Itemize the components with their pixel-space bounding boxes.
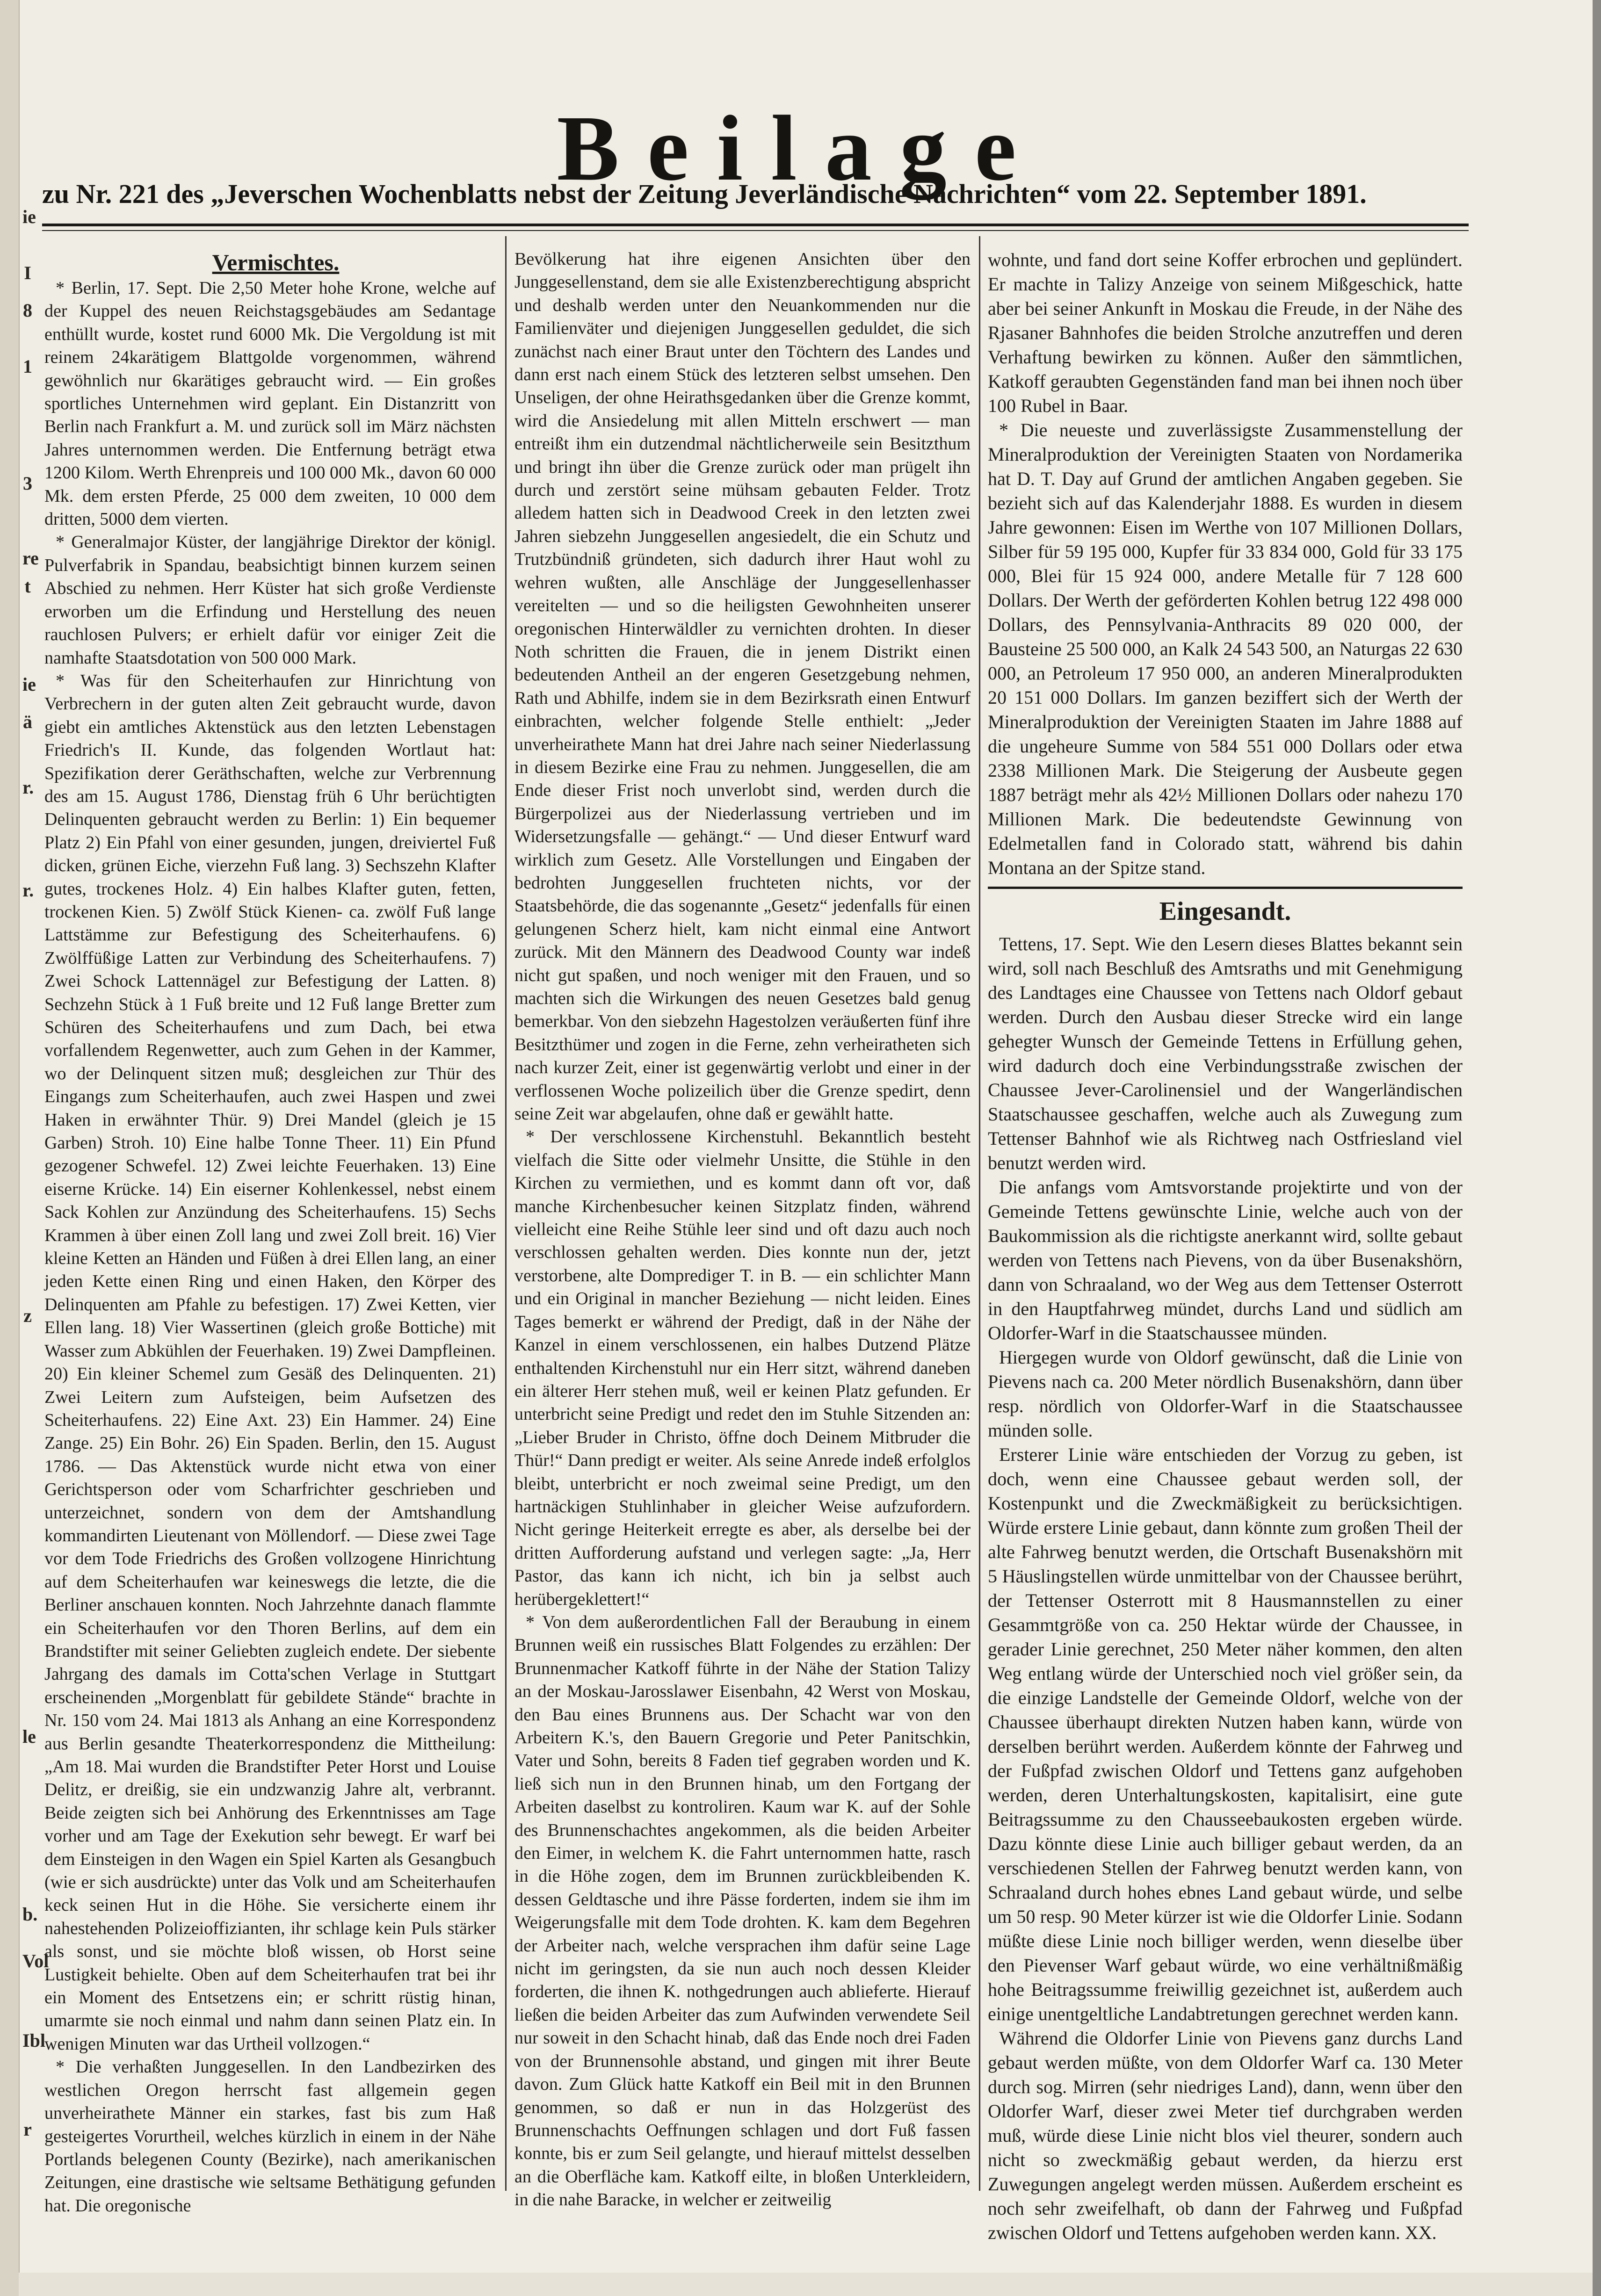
margin-fragment: 1 <box>23 356 32 377</box>
header-rule-thin <box>42 230 1469 231</box>
margin-fragment: I <box>24 262 31 283</box>
margin-fragment: re <box>22 548 39 569</box>
issue-subheading: zu Nr. 221 des „Jeverschen Wochenblatts nebst der Zeitung Jeverländische Nachrichten“ vom 22. September 1891. <box>42 179 1367 209</box>
article-tettens: Tettens, 17. Sept. Wie den Lesern dieses Blattes bekannt sein wird, soll nach Beschluß des Amtsraths und mit Genehmigung des Landtages eine Chaussee von Tettens nach Oldorf gebaut werden. Durch den Ausbau dieser Strecke wird ein lange gehegter Wunsch der Gemeinde Tettens in Erfüllung gehen, wird dadurch doch eine Verbindungsstraße zwischen der Chaussee Jever-Carolinensiel und der Wangerländischen Staatschaussee geschaffen, welche auch als Zuwegung zum Tettenser Bahnhof wie als Richtweg nach Ostfriesland viel benutzt werden wird. <box>988 933 1463 1173</box>
margin-fragment: ie <box>22 674 36 695</box>
column-divider <box>979 236 980 2191</box>
margin-fragment: le <box>22 1726 36 1747</box>
adjacent-page-strip <box>0 0 20 2296</box>
margin-fragment: r <box>23 2119 32 2140</box>
margin-fragment: r. <box>22 777 34 798</box>
column-2 <box>514 248 971 2212</box>
article-berlin: * Berlin, 17. Sept. Die 2,50 Meter hohe Krone, welche auf der Kuppel des neuen Reichstagsgebäudes am Sedantage enthüllt wurde, kostet rund 6000 Mk. Die Vergoldung ist mit reinem 24karätigem Blattgolde vorgenommen, während gewöhnlich nur 6karätiges gebraucht wird. — Ein großes sportliches Unternehmen wird geplant. Ein Distanzritt von Berlin nach Frankfurt a. M. und zurück soll im März nächsten Jahres unternommen werden. Die Entfernung beträgt etwa 1200 Kilom. Werth Ehrenpreis und 100 000 Mk., davon 60 000 Mk. dem ersten Pferde, 25 000 dem zweiten, 10 000 dem dritten, 5000 dem vierten. <box>44 278 496 529</box>
margin-fragment: 8 <box>23 300 32 321</box>
column-3 <box>988 248 1463 2245</box>
article-brunnen: * Von dem außerordentlichen Fall der Beraubung in einem Brunnen weiß ein russisches Blatt Folgendes zu erzählen: Der Brunnenmacher Katkoff führte in der Nähe der Station Talizy an der Moskau-Jarosslawer Eisenbahn, 42 Werst von Moskau, den Bau eines Brunnens aus. Der Schacht war von den Arbeitern K.'s, den Bauern Gregorie und Peter Panitschkin, Vater und Sohn, bereits 8 Faden tief gegraben worden und K. ließ sich nun in den Brunnen hinab, um den Fortgang der Arbeiten daselbst zu kontroliren. Kaum war K. auf der Sohle des Brunnenschachtes angekommen, als die beiden Arbeiter den Eimer, in welchem K. die Fahrt unternommen hatte, rasch in die Höhe zogen, dem im Brunnen zurückbleibenden K. dessen Geldtasche und ihre Pässe forderten, indem sie ihm im Weigerungsfalle mit dem Tode drohten. K. kam dem Begehren der Arbeiter nach, welche versprachen ihm dafür seine Lage nicht im geringsten, da sie nun auch noch dessen Kleider forderten, die ihnen K. nothgedrungen auch ablieferte. Hierauf ließen die beiden Arbeiter das zum Aufwinden verwendete Seil nur soweit in den Schacht hinab, daß das Ende noch drei Faden von der Brunnensohle abstand, und gingen mit ihrer Beute davon. Zum Glück hatte Katkoff ein Beil mit in den Brunnen genommen, so daß er nun in das Holzgerüst des Brunnenschachts Oeffnungen schlagen und dort Fuß fassen konnte, bis er zum Seil gelangte, und hierauf mittelst desselben an die Oberfläche kam. Katkoff eilte, in bloßen Unterkleidern, in die nahe Baracke, in welcher er zeitweilig <box>514 1612 971 2210</box>
margin-fragment: Vol <box>22 1950 49 1971</box>
article-mineralproduktion: * Die neueste und zuverlässigste Zusammenstellung der Mineralproduktion der Vereinigten Staaten von Nordamerika hat D. T. Day auf Grund der amtlichen Angaben gegeben. Sie bezieht sich auf das Kalenderjahr 1888. Es wurden in diesem Jahre gewonnen: Eisen im Werthe von 107 Millionen Dollars, Silber für 59 195 000, Kupfer für 33 834 000, Gold für 33 175 000, Blei für 15 924 000, andere Metalle für 7 128 600 Dollars. Der Werth der geförderten Kohlen betrug 122 498 000 Dollars, des Pennsylvania-Anthracits 89 020 000, der Bausteine 25 500 000, an Kalk 24 543 500, an Naturgas 22 630 000, an Petroleum 17 950 000, an anderen Mineralprodukten 20 151 000 Dollars. Im ganzen beziffert sich der Werth der Mineralproduktion der Vereinigten Staaten im Jahre 1888 auf die ungeheure Summe von 584 551 000 Dollars oder etwa 2338 Millionen Mark. Die Steigerung der Ausbeute gegen 1887 beträgt mehr als 42½ Millionen Dollars oder nahezu 170 Millionen Mark. Die bedeutendste Gewinnung von Edelmetallen fand in Colorado statt, während bis dahin Montana an der Spitze stand. <box>988 419 1463 878</box>
article-kirchenstuhl: * Der verschlossene Kirchenstuhl. Bekanntlich besteht vielfach die Sitte oder vielmehr Unsitte, die Stühle in den Kirchen zu vermiethen, und es kommt dann oft vor, daß manche Kirchenbesucher keinen Sitzplatz finden, während vielleicht eine Reihe Stühle leer sind und oft dazu auch noch verschlossen gehalten werden. Dies konnte nun der, jetzt verstorbene, alte Domprediger T. in B. — ein schlichter Mann und ein Original in mancher Beziehung — nicht leiden. Eines Tages bemerkt er während der Predigt, daß in der Nähe der Kanzel in einem verschlossenen, ein halbes Dutzend Plätze enthaltenden Kirchenstuhl nur ein Herr sitzt, während daneben ein älterer Herr stehen muß, weil er keinen Platz gefunden. Er unterbricht seine Predigt und redet den im Stuhle Sitzenden an: „Lieber Bruder in Christo, öffne doch Deinem Mitbruder die Thür!“ Dann predigt er weiter. Als seine Anrede indeß erfolglos bleibt, unterbricht er noch zweimal seine Predigt, um den hartnäckigen Stuhlinhaber in gleicher Weise aufzufordern. Nicht geringe Heiterkeit erregte es aber, als derselbe bei der dritten Aufforderung aufstand und verlegen sagte: „Ja, Herr Pastor, das kann ich nicht, ich bin ja selbst auch herübergeklettert!“ <box>514 1127 971 1609</box>
margin-fragment: r. <box>22 880 34 901</box>
margin-fragment: ie <box>22 206 36 227</box>
margin-fragment: t <box>24 576 31 597</box>
article-junggesellen-cont: Bevölkerung hat ihre eigenen Ansichten über den Junggesellenstand, dem sie alle Existenzberechtigung abspricht und deshalb werden unter den Neuankommenden nur die Familienväter und diejenigen Junggesellen geduldet, die sich zunächst nach einer Braut unter den Töchtern des Landes und dann erst nach einem Stück des letzteren selbst umsehen. Den Unseligen, der ohne Heirathsgedanken über die Grenze kommt, wird die Ansiedelung mit allen Mitteln erschwert — man entreißt ihm ein dutzendmal nächtlicherweile sein Besitzthum und bringt ihn über die Grenze zurück oder man prügelt ihn durch und zerstört seine mühsam gebauten Felder. Trotz alledem hatten sich in Deadwood Creek in den letzten zwei Jahren siebzehn Junggesellen angesiedelt, die ein Schutz und Trutzbündniß gründeten, sich dadurch ihrer Haut wohl zu wehren wußten, alle Anschläge der Junggesellenhasser vereitelten — und so die heiligsten Gewohnheiten unserer oregonischen Hinterwäldler zu vernichten drohten. In dieser Noth schritten die Frauen, die in jenem Distrikt einen bedeutenden Antheil an der engeren Gesetzgebung nehmen, Rath und Abhilfe, indem sie in dem Bezirksrath einen Entwurf einbrachten, welcher folgende Stelle enthielt: „Jeder unverheirathete Mann hat drei Jahre nach seiner Niederlassung in diesem Bezirke eine Frau zu nehmen. Junggesellen, die am Ende dieser Frist noch unverlobt sind, werden durch die Bürgerpolizei aus der Niederlassung vertrieben und im Widersetzungsfalle — gehängt.“ — Und dieser Entwurf ward wirklich zum Gesetz. Alle Vorstellungen und Eingaben der bedrohten Junggesellen fruchteten nichts, vor der Staatsbehörde, die das sogenannte „Gesetz“ jedenfalls für einen gelungenen Scherz hielt, kam nicht einmal eine Antwort zurück. Mit den Männern des Deadwood County war indeß nicht gut spaßen, und noch weniger mit den Frauen, und so machten sich die Wirkungen des neuen Gesetzes bald genug bemerkbar. Von den siebzehn Hagestolzen veräußerten fünf ihre Besitzthümer und zogen in die Ferne, zehn verheiratheten sich nach kurzer Zeit, einer ist gegenwärtig verlobt und einer in der verflossenen Woche polizeilich über die Grenze spedirt, denn seine Zeit war abgelaufen, ohne daß er gewählt hatte. <box>514 249 971 1124</box>
margin-fragment: b. <box>22 1904 38 1925</box>
article-junggesellen: * Die verhaßten Junggesellen. In den Landbezirken des westlichen Oregon herrscht fast allgemein gegen unverheirathete Männer ein starkes, fast bis zum Haß gesteigertes Vorurtheil, welches kürzlich in einem in der Nähe Portlands belegenen County (Bezirke), nach amerikanischen Zeitungen, eine drastische wie seltsame Bethätigung gefunden hat. Die oregonische <box>44 2057 496 2216</box>
column-1 <box>44 248 496 2217</box>
column-divider <box>505 236 507 2191</box>
margin-fragment: z <box>23 1305 32 1326</box>
article-tettens-2: Die anfangs vom Amtsvorstande projektirte und von der Gemeinde Tettens gewünschte Linie, welche auch von der Baukommission als die richtigste anerkannt wird, sollte gebaut werden von Tettens nach Pievens, von da über Busenakshörn, dann von Schraaland, wo der Weg aus dem Tettenser Osterrott in den Hauptfahrweg mündet, durchs Land und südlich am Oldorfer-Warf in die Staatschaussee münden. <box>988 1177 1463 1343</box>
article-scheiterhaufen: * Was für den Scheiterhaufen zur Hinrichtung von Verbrechern in der guten alten Zeit gebraucht wurde, davon giebt ein amtliches Aktenstück aus den letzten Lebenstagen Friedrich's II. Kunde, das folgenden Wortlaut hat: Spezifikation derer Geräthschaften, welche zur Verbrennung des am 15. August 1786, Dienstag früh 6 Uhr berüchtigten Delinquenten gebraucht werden zu Berlin: 1) Ein bequemer Platz 2) Ein Pfahl von einer gesunden, jungen, dreiviertel Fuß dicken, grünen Eiche, vierzehn Fuß lang. 3) Sechszehn Klafter gutes, trockenes Holz. 4) Ein halbes Klafter guten, fetten, trockenen Kien. 5) Zwölf Stück Kienen- ca. zwölf Fuß lange Lattstämme zur Befestigung des Scheiterhaufens. 6) Zwölffüßige Latten zur Verbindung des Scheiterhaufens. 7) Zwei Schock Lattennägel zur Befestigung der Latten. 8) Sechzehn Stück à 1 Fuß breite und 12 Fuß lange Bretter zum Schüren des Scheiterhaufens und zum Dach, bei etwa vorfallendem Regenwetter, auch zum Gehen in der Kammer, wo der Delinquent sitzen muß; desgleichen zur Thür des Eingangs zum Scheiterhaufen, auch zwei Haspen und zwei Haken in erwähnter Thür. 9) Drei Mandel (gleich je 15 Garben) Stroh. 10) Eine halbe Tonne Theer. 11) Ein Pfund gezogener Schwefel. 12) Zwei leichte Feuerhaken. 13) Eine eiserne Krücke. 14) Ein eiserner Kohlenkessel, nebst einem Sack Kohlen zur Anzündung des Scheiterhaufens. 15) Sechs Krammen à über einen Zoll lang und zwei Zoll breit. 16) Vier kleine Ketten an Händen und Füßen à drei Ellen lang, an einer jeden Kette einen Ring und einen Haken, den Körper des Delinquenten am Pfahle zu befestigen. 17) Zwei Ketten, vier Ellen lang. 18) Vier Wassertinen (gleich große Bottiche) mit Wasser zum Abkühlen der Feuerhaken. 19) Zwei Dampfleinen. 20) Ein kleiner Schemel zum Gesäß des Delinquenten. 21) Zwei Leitern zum Aufsteigen, beim Aufsetzen des Scheiterhaufens. 22) Eine Axt. 23) Ein Hammer. 24) Eine Zange. 25) Ein Bohr. 26) Ein Spaden. Berlin, den 15. August 1786. — Das Aktenstück wurde nicht etwa von einer Gerichtsperson oder vom Scharfrichter geschrieben und unterzeichnet, sondern von dem der Amtshandlung kommandirten Lieutenant von Möllendorf. — Diese zwei Tage vor dem Tode Friedrichs des Großen vollzogene Hinrichtung auf dem Scheiterhaufen war keineswegs die letzte, die die Berliner anschauen konnten. Noch Jahrzehnte danach flammte ein Scheiterhaufen vor den Thoren Berlins, auf dem ein Brandstifter mit seiner Geliebten zugleich endete. Der siebente Jahrgang des damals im Cotta'schen Verlage in Stuttgart erscheinenden „Morgenblatt für gebildete Stände“ brachte in Nr. 150 vom 24. Mai 1813 als Anhang an eine Korrespondenz aus Berlin gesandte Theaterkorrespondenz die Mittheilung: „Am 18. Mai wurden die Brandstifter Peter Horst und Louise Delitz, er dreißig, sie ein undzwanzig Jahre alt, verbrannt. Beide zeigten sich bei Anhörung des Erkenntnisses am Tage vorher und am Tage der Exekution sehr bewegt. Er warf bei dem Einsteigen in den Wagen ein Spiel Karten als Gesangbuch (wie er sich ausdrückte) unter das Volk und am Scheiterhaufen keck seinen Hut in die Höhe. Sie versicherte einem ihr nahestehenden Polizeioffizianten, ihr schlage kein Puls stärker als sonst, und sie möchte bloß wissen, ob Horst seine Lustigkeit behielte. Oben auf dem Scheiterhaufen trat bei ihr ein Moment des Entsetzens ein; er schritt rüstig hinan, umarmte sie noch einmal und nahm dann seinen Platz ein. In wenigen Minuten war das Urtheil vollzogen.“ <box>44 671 496 2054</box>
article-brunnen-cont: wohnte, und fand dort seine Koffer erbrochen und geplündert. Er machte in Talizy Anzeige von seinem Mißgeschick, hatte aber bei seiner Ankunft in Moskau die Freude, in der Nähe des Rjasaner Bahnhofes die beiden Strolche anzutreffen und deren Verhaftung bewirken zu können. Außer den sämmtlichen, Katkoff geraubten Gegenständen fand man bei ihnen noch über 100 Rubel in Baar. <box>988 249 1463 416</box>
article-tettens-4: Ersterer Linie wäre entschieden der Vorzug zu geben, ist doch, wenn eine Chaussee gebaut werden soll, der Kostenpunkt und die Zweckmäßigkeit zu berücksichtigen. Würde erstere Linie gebaut, dann könnte zum großen Theil der alte Fahrweg benutzt werden, die Ortschaft Busenakshörn mit 5 Häuslingstellen würde unmittelbar von der Chaussee berührt, der Tettenser Osterrott mit 8 Hausmannstellen zu einer Gesammtgröße von ca. 250 Hektar würde der Chaussee, in gerader Linie gerechnet, 250 Meter näher kommen, den alten Weg entlang würde der Unterschied noch viel größer sein, da die einzige Landstelle der Gemeinde Oldorf, welche von der Chaussee überhaupt direkten Nutzen haben kann, würde von derselben berührt werden. Außerdem könnte der Fahrweg und der Fußpfad zwischen Oldorf und Tettens ganz aufgehoben werden, deren Unterhaltungskosten, kapitalisirt, eine gute Beitragssumme zu den Chausseebaukosten ergeben würde. Dazu könnte diese Linie auch billiger gebaut werden, da an verschiedenen Stellen der Fahrweg benutzt werden kann, von Schraaland durch hohes ebnes Land gebaut würde, und selbe um 50 resp. 90 Meter kürzer ist wie die Oldorfer Linie. Sodann müßte diese Linie noch billiger werden, wenn dieselbe über den Pievenser Warf gebaut würde, wo eine verhältnißmäßig hohe Beitragssumme freiwillig gezeichnet ist, außerdem auch einige unentgeltliche Landabtretungen gerechnet werden kann. <box>988 1444 1463 2024</box>
scan-edge <box>1593 0 1601 2296</box>
section-heading-vermischtes: Vermischtes. <box>212 249 340 275</box>
header-rule <box>42 224 1469 226</box>
margin-fragment: ä <box>23 711 32 732</box>
article-tettens-3: Hiergegen wurde von Oldorf gewünscht, daß die Linie von Pievens nach ca. 200 Meter nördlich Busenakshörn, dann über resp. nördlich von Oldorfer-Warf in die Staatschaussee münden solle. <box>988 1347 1463 1441</box>
page-bottom-margin <box>19 2273 1593 2296</box>
article-tettens-5: Während die Oldorfer Linie von Pievens ganz durchs Land gebaut werden müßte, von dem Oldorfer Warf ca. 130 Meter durch sog. Mirren (sehr niedriges Land), dann, wenn über den Oldorfer Warf, dieser zwei Meter tief durchgraben werden muß, würde diese Linie nicht blos viel theurer, sondern auch nicht so zweckmäßig gebaut werden, da hierzu erst Zuwegungen angelegt werden müssen. Außerdem erscheint es noch sehr zweifelhaft, ob dann der Fahrweg und Fußpfad zwischen Oldorf und Tettens aufgehoben werden kann. XX. <box>988 2028 1463 2243</box>
margin-fragment: Ibl <box>22 2030 45 2051</box>
article-generalmajor: * Generalmajor Küster, der langjährige Direktor der königl. Pulverfabrik in Spandau, beabsichtigt binnen kurzem seinen Abschied zu nehmen. Herr Küster hat sich große Verdienste erworben um die Erfindung und Herstellung des neuen rauchlosen Pulvers; er erhielt dafür vor einiger Zeit die namhafte Staatsdotation von 500 000 Mark. <box>44 532 496 668</box>
masthead-title: Beilage <box>557 97 1044 200</box>
section-heading-eingesandt: Eingesandt. <box>988 887 1463 929</box>
margin-fragment: 3 <box>23 473 32 494</box>
